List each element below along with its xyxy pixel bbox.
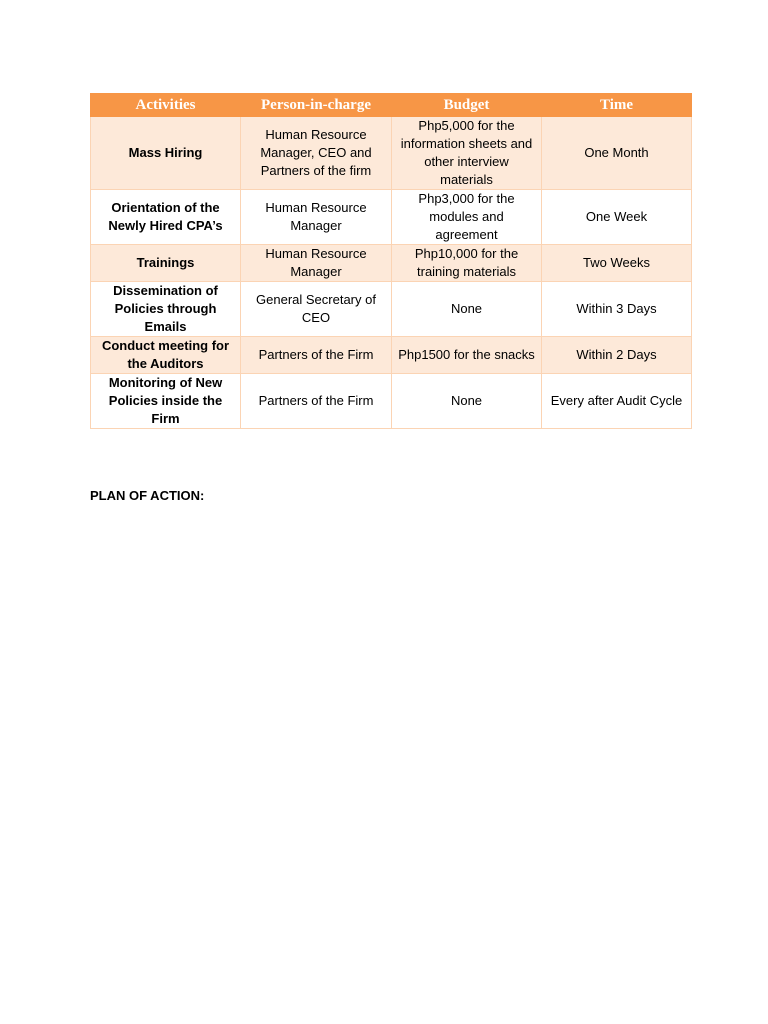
header-activities: Activities — [91, 94, 241, 117]
activity-cell: Orientation of the Newly Hired CPA’s — [91, 190, 241, 245]
time-cell: Two Weeks — [542, 245, 692, 282]
budget-cell: Php10,000 for the training materials — [392, 245, 542, 282]
activity-cell: Monitoring of New Policies inside the Firm — [91, 374, 241, 429]
person-cell: General Secretary of CEO — [241, 282, 392, 337]
time-cell: One Month — [542, 117, 692, 190]
activity-cell: Conduct meeting for the Auditors — [91, 337, 241, 374]
table-row — [91, 282, 692, 337]
table-row — [91, 245, 692, 282]
person-cell: Partners of the Firm — [241, 337, 392, 374]
person-cell: Human Resource Manager — [241, 245, 392, 282]
person-cell: Partners of the Firm — [241, 374, 392, 429]
budget-cell: Php3,000 for the modules and agreement — [392, 190, 542, 245]
activity-cell: Dissemination of Policies through Emails — [91, 282, 241, 337]
time-cell: Within 2 Days — [542, 337, 692, 374]
table-row — [91, 190, 692, 245]
table-row — [91, 337, 692, 374]
activities-table — [90, 93, 692, 429]
activity-cell: Mass Hiring — [91, 117, 241, 190]
header-time: Time — [542, 94, 692, 117]
person-cell: Human Resource Manager — [241, 190, 392, 245]
time-cell: Within 3 Days — [542, 282, 692, 337]
plan-of-action-heading: PLAN OF ACTION: — [90, 488, 205, 503]
header-budget: Budget — [392, 94, 542, 117]
table-row — [91, 374, 692, 429]
table-header-row — [91, 94, 692, 117]
header-person-in-charge: Person-in-charge — [241, 94, 392, 117]
table-row — [91, 117, 692, 190]
time-cell: One Week — [542, 190, 692, 245]
person-cell: Human Resource Manager, CEO and Partners of the firm — [241, 117, 392, 190]
time-cell: Every after Audit Cycle — [542, 374, 692, 429]
budget-cell: Php5,000 for the information sheets and other interview materials — [392, 117, 542, 190]
budget-cell: None — [392, 374, 542, 429]
budget-cell: None — [392, 282, 542, 337]
budget-cell: Php1500 for the snacks — [392, 337, 542, 374]
activity-cell: Trainings — [91, 245, 241, 282]
